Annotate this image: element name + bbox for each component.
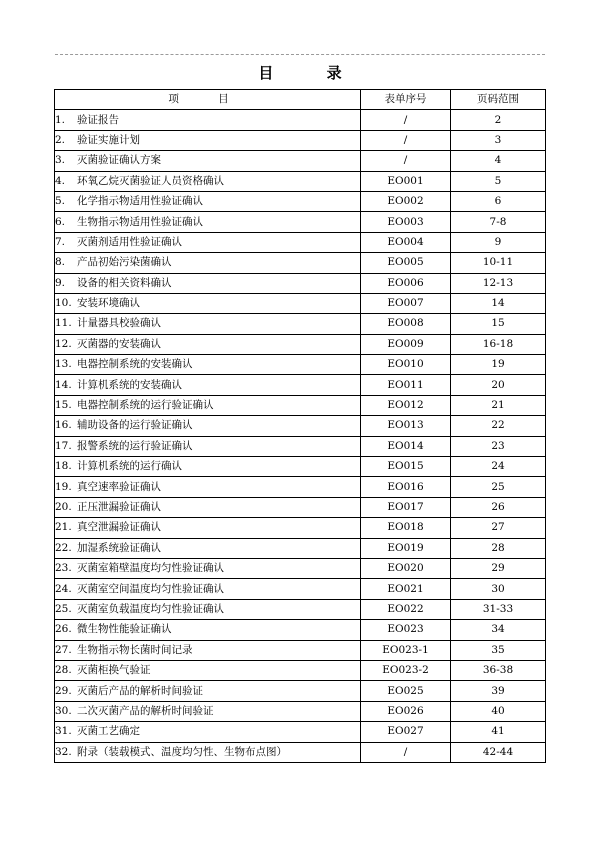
- toc-table: [54, 89, 546, 763]
- table-row: [55, 722, 546, 742]
- header-form-no: 表单序号: [361, 90, 451, 110]
- table-row: [55, 579, 546, 599]
- row-form-no: EO026: [361, 701, 451, 721]
- row-form-no: EO008: [361, 314, 451, 334]
- table-row: [55, 742, 546, 762]
- row-page-range: 39: [451, 681, 546, 701]
- row-title: 真空泄漏验证确认: [77, 521, 161, 534]
- row-number: 10.: [55, 297, 72, 310]
- row-item: [55, 395, 361, 415]
- table-row: [55, 436, 546, 456]
- row-number: 17.: [55, 439, 72, 452]
- row-form-no: EO013: [361, 416, 451, 436]
- row-title: 正压泄漏验证确认: [77, 501, 161, 513]
- row-title: 电器控制系统的运行验证确认: [77, 399, 214, 412]
- row-number: 18.: [55, 460, 72, 473]
- table-row: [55, 253, 546, 273]
- row-title: 灭菌室负载温度均匀性验证确认: [77, 602, 224, 615]
- row-item: [55, 375, 361, 395]
- row-page-range: 4: [451, 151, 546, 171]
- row-title: 计算机系统的安装确认: [77, 378, 182, 391]
- row-item: [55, 640, 361, 660]
- header-page-range: 页码范围: [451, 90, 546, 110]
- row-form-no: EO016: [361, 477, 451, 497]
- row-item: [55, 518, 361, 538]
- row-form-no: EO022: [361, 599, 451, 619]
- row-page-range: 2: [451, 110, 546, 130]
- row-title: 加湿系统验证确认: [77, 541, 161, 554]
- row-form-no: /: [361, 110, 451, 130]
- row-page-range: 22: [451, 416, 546, 436]
- row-number: 2.: [55, 133, 66, 146]
- table-row: [55, 660, 546, 680]
- row-item: [55, 681, 361, 701]
- row-form-no: EO011: [361, 375, 451, 395]
- table-row: [55, 273, 546, 293]
- row-form-no: EO023-2: [361, 660, 451, 680]
- toc-body: [55, 110, 546, 763]
- row-form-no: /: [361, 151, 451, 171]
- row-item: [55, 314, 361, 334]
- table-row: [55, 355, 546, 375]
- row-page-range: 36-38: [451, 660, 546, 680]
- row-number: 32.: [55, 745, 72, 758]
- page-title: 目 录: [258, 64, 366, 82]
- row-item: [55, 110, 361, 130]
- row-number: 29.: [55, 684, 72, 697]
- row-number: 24.: [55, 582, 72, 595]
- row-number: 26.: [55, 623, 72, 636]
- row-page-range: 25: [451, 477, 546, 497]
- header-item: 项 目: [55, 90, 361, 110]
- row-form-no: EO010: [361, 355, 451, 375]
- row-page-range: 14: [451, 293, 546, 313]
- table-row: [55, 110, 546, 130]
- table-row: [55, 538, 546, 558]
- row-page-range: 23: [451, 436, 546, 456]
- row-number: 31.: [55, 725, 72, 738]
- row-form-no: EO007: [361, 293, 451, 313]
- row-title: 辅助设备的运行验证确认: [77, 419, 193, 432]
- table-row: [55, 375, 546, 395]
- row-number: 22.: [55, 541, 72, 554]
- row-form-no: EO001: [361, 171, 451, 191]
- row-form-no: EO020: [361, 558, 451, 578]
- row-title: 二次灭菌产品的解析时间验证: [77, 704, 214, 717]
- row-page-range: 41: [451, 722, 546, 742]
- row-item: [55, 151, 361, 171]
- row-page-range: 26: [451, 497, 546, 517]
- row-item: [55, 253, 361, 273]
- row-title: 设备的相关资料确认: [77, 276, 172, 289]
- header-rule: [55, 54, 545, 55]
- row-item: [55, 722, 361, 742]
- row-page-range: 31-33: [451, 599, 546, 619]
- row-form-no: EO003: [361, 212, 451, 232]
- table-row: [55, 681, 546, 701]
- row-page-range: 29: [451, 558, 546, 578]
- table-row: [55, 151, 546, 171]
- row-form-no: /: [361, 130, 451, 150]
- row-item: [55, 171, 361, 191]
- row-item: [55, 436, 361, 456]
- row-item: [55, 579, 361, 599]
- row-number: 25.: [55, 602, 72, 615]
- row-number: 20.: [55, 501, 72, 513]
- table-row: [55, 477, 546, 497]
- row-page-range: 10-11: [451, 253, 546, 273]
- row-title: 灭菌工艺确定: [77, 725, 140, 738]
- row-form-no: EO012: [361, 395, 451, 415]
- row-item: [55, 558, 361, 578]
- row-form-no: EO018: [361, 518, 451, 538]
- row-number: 4.: [55, 174, 66, 187]
- row-form-no: EO015: [361, 457, 451, 477]
- row-title: 安装环境确认: [77, 297, 140, 310]
- row-title: 产品初始污染菌确认: [77, 256, 172, 269]
- row-title: 计算机系统的运行确认: [77, 460, 182, 473]
- row-title: 附录（装载模式、温度均匀性、生物布点图）: [77, 745, 287, 758]
- row-item: [55, 477, 361, 497]
- row-form-no: EO019: [361, 538, 451, 558]
- table-row: [55, 599, 546, 619]
- row-number: 27.: [55, 643, 72, 656]
- row-number: 3.: [55, 154, 66, 167]
- row-item: [55, 599, 361, 619]
- row-item: [55, 497, 361, 517]
- table-row: [55, 171, 546, 191]
- table-row: [55, 497, 546, 517]
- row-title: 验证报告: [77, 113, 119, 126]
- row-number: 6.: [55, 215, 66, 228]
- row-item: [55, 273, 361, 293]
- table-row: [55, 232, 546, 252]
- row-number: 13.: [55, 358, 72, 371]
- row-number: 8.: [55, 256, 66, 269]
- row-title: 灭菌后产品的解析时间验证: [77, 684, 203, 697]
- row-number: 9.: [55, 276, 66, 289]
- row-form-no: EO002: [361, 191, 451, 211]
- row-title: 灭菌柜换气验证: [77, 664, 151, 677]
- table-row: [55, 191, 546, 211]
- row-item: [55, 742, 361, 762]
- row-item: [55, 355, 361, 375]
- table-row: [55, 416, 546, 436]
- row-page-range: 28: [451, 538, 546, 558]
- row-page-range: 3: [451, 130, 546, 150]
- table-row: [55, 212, 546, 232]
- table-row: [55, 334, 546, 354]
- table-row: [55, 314, 546, 334]
- row-form-no: EO023-1: [361, 640, 451, 660]
- row-item: [55, 334, 361, 354]
- row-title: 电器控制系统的安装确认: [77, 358, 193, 371]
- table-row: [55, 558, 546, 578]
- row-number: 7.: [55, 235, 66, 248]
- row-page-range: 24: [451, 457, 546, 477]
- table-row: [55, 457, 546, 477]
- row-item: [55, 457, 361, 477]
- row-title: 灭菌剂适用性验证确认: [77, 235, 182, 248]
- row-item: [55, 660, 361, 680]
- row-form-no: EO027: [361, 722, 451, 742]
- row-page-range: 30: [451, 579, 546, 599]
- row-number: 5.: [55, 195, 66, 208]
- row-form-no: EO006: [361, 273, 451, 293]
- row-page-range: 21: [451, 395, 546, 415]
- row-item: [55, 416, 361, 436]
- table-row: [55, 130, 546, 150]
- row-page-range: 12-13: [451, 273, 546, 293]
- row-number: 14.: [55, 378, 72, 391]
- row-item: [55, 293, 361, 313]
- row-form-no: EO004: [361, 232, 451, 252]
- row-item: [55, 620, 361, 640]
- row-title: 验证实施计划: [77, 133, 140, 146]
- row-form-no: EO009: [361, 334, 451, 354]
- row-title: 化学指示物适用性验证确认: [77, 195, 203, 208]
- table-row: [55, 293, 546, 313]
- row-item: [55, 191, 361, 211]
- row-page-range: 35: [451, 640, 546, 660]
- row-title: 灭菌室空间温度均匀性验证确认: [77, 582, 224, 595]
- row-number: 12.: [55, 337, 72, 350]
- row-page-range: 27: [451, 518, 546, 538]
- row-page-range: 34: [451, 620, 546, 640]
- row-number: 21.: [55, 521, 72, 534]
- row-page-range: 16-18: [451, 334, 546, 354]
- row-number: 11.: [55, 317, 72, 330]
- row-form-no: EO025: [361, 681, 451, 701]
- row-title: 生物指示物适用性验证确认: [77, 215, 203, 228]
- table-row: [55, 518, 546, 538]
- row-title: 灭菌验证确认方案: [77, 154, 161, 167]
- table-row: [55, 620, 546, 640]
- row-title: 生物指示物长菌时间记录: [77, 643, 193, 656]
- row-title: 真空速率验证确认: [77, 480, 161, 493]
- row-title: 环氧乙烷灭菌验证人员资格确认: [77, 174, 224, 187]
- row-page-range: 19: [451, 355, 546, 375]
- row-item: [55, 232, 361, 252]
- row-page-range: 42-44: [451, 742, 546, 762]
- row-form-no: /: [361, 742, 451, 762]
- row-number: 28.: [55, 664, 72, 677]
- row-title: 报警系统的运行验证确认: [77, 439, 193, 452]
- row-form-no: EO014: [361, 436, 451, 456]
- row-number: 19.: [55, 480, 72, 493]
- row-form-no: EO021: [361, 579, 451, 599]
- row-item: [55, 538, 361, 558]
- row-number: 1.: [55, 113, 66, 126]
- row-number: 16.: [55, 419, 72, 432]
- row-title: 灭菌器的安装确认: [77, 337, 161, 350]
- table-row: [55, 640, 546, 660]
- row-page-range: 9: [451, 232, 546, 252]
- row-page-range: 20: [451, 375, 546, 395]
- row-page-range: 7-8: [451, 212, 546, 232]
- row-number: 23.: [55, 562, 72, 575]
- row-title: 计量器具校验确认: [77, 317, 161, 330]
- row-page-range: 15: [451, 314, 546, 334]
- row-page-range: 6: [451, 191, 546, 211]
- row-form-no: EO023: [361, 620, 451, 640]
- row-item: [55, 701, 361, 721]
- row-title: 灭菌室箱壁温度均匀性验证确认: [77, 562, 224, 575]
- row-page-range: 5: [451, 171, 546, 191]
- table-row: [55, 395, 546, 415]
- toc-header-row: [55, 90, 546, 110]
- row-page-range: 40: [451, 701, 546, 721]
- row-item: [55, 212, 361, 232]
- row-number: 30.: [55, 704, 72, 717]
- row-form-no: EO017: [361, 497, 451, 517]
- row-form-no: EO005: [361, 253, 451, 273]
- table-row: [55, 701, 546, 721]
- row-number: 15.: [55, 399, 72, 412]
- row-title: 微生物性能验证确认: [77, 623, 172, 636]
- row-item: [55, 130, 361, 150]
